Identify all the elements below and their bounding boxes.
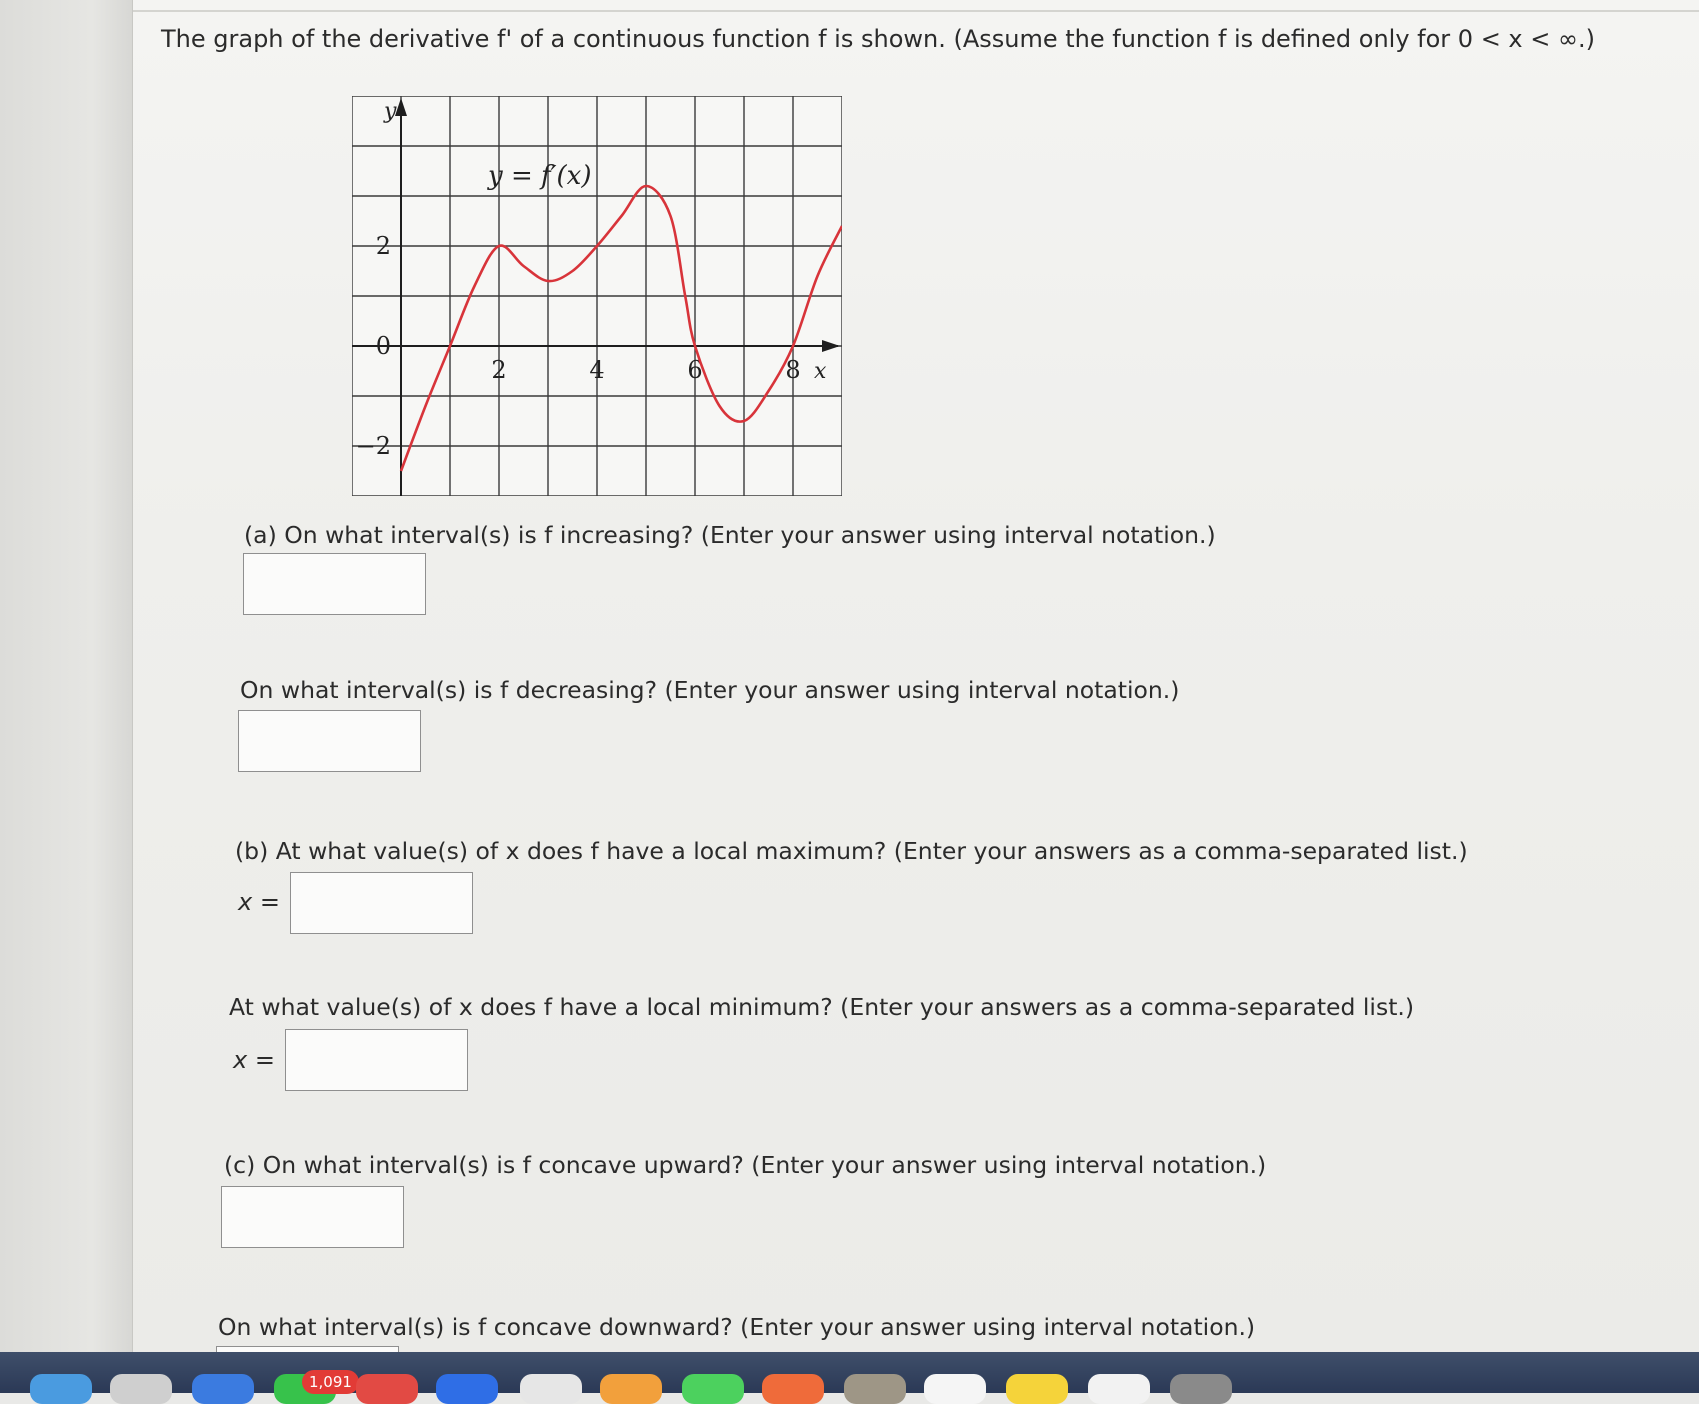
derivative-graph <box>352 96 842 496</box>
y-axis-label: y <box>384 99 397 124</box>
question-c-concave-down: On what interval(s) is f concave downward? (Enter your answer using interval notation.) <box>218 1313 1256 1341</box>
photos-icon[interactable] <box>600 1374 662 1404</box>
calendar-icon[interactable] <box>762 1374 824 1404</box>
question-b-local-max: (b) At what value(s) of x does f have a local maximum? (Enter your answers as a comma-separated list.) <box>235 837 1468 865</box>
top-divider <box>133 10 1699 12</box>
y-tick-label: −2 <box>355 432 391 460</box>
graph-svg <box>352 96 842 496</box>
answer-input-decreasing[interactable] <box>238 710 421 772</box>
facetime-icon[interactable] <box>682 1374 744 1404</box>
answer-input-concave-up[interactable] <box>221 1186 404 1248</box>
x-tick-label: 8 <box>785 356 801 384</box>
notes-icon[interactable] <box>924 1374 986 1404</box>
x-equals-label-min: x = <box>233 1046 275 1074</box>
problem-statement: The graph of the derivative f' of a continuous function f is shown. (Assume the function f is defined only for 0 < x < ∞.) <box>161 25 1595 53</box>
x-tick-label: 4 <box>589 356 605 384</box>
app-icon-red[interactable] <box>356 1374 418 1404</box>
app-icon-gray[interactable] <box>844 1374 906 1404</box>
question-c-concave-up: (c) On what interval(s) is f concave upward? (Enter your answer using interval notation.) <box>224 1151 1267 1179</box>
y-tick-label: 0 <box>375 332 391 360</box>
notification-badge: 1,091 <box>302 1370 359 1394</box>
settings-icon[interactable] <box>1170 1374 1232 1404</box>
answer-input-local-max[interactable] <box>290 872 473 934</box>
stickies-icon[interactable] <box>1006 1374 1068 1404</box>
answer-input-increasing[interactable] <box>243 553 426 615</box>
maps-icon[interactable] <box>520 1374 582 1404</box>
question-a-increasing: (a) On what interval(s) is f increasing? (Enter your answer using interval notation.) <box>244 521 1216 549</box>
question-a-decreasing: On what interval(s) is f decreasing? (Enter your answer using interval notation.) <box>240 676 1180 704</box>
x-tick-label: 6 <box>687 356 703 384</box>
safari-icon[interactable] <box>192 1374 254 1404</box>
launchpad-icon[interactable] <box>110 1374 172 1404</box>
app-icon-blue[interactable] <box>436 1374 498 1404</box>
y-tick-label: 2 <box>375 232 391 260</box>
left-margin <box>0 0 133 1352</box>
answer-input-local-min[interactable] <box>285 1029 468 1091</box>
x-axis-label: x <box>814 359 827 384</box>
x-tick-label: 2 <box>491 356 507 384</box>
curve-label: y = f′(x) <box>488 161 592 191</box>
reminders-icon[interactable] <box>1088 1374 1150 1404</box>
question-b-local-min: At what value(s) of x does f have a local minimum? (Enter your answers as a comma-separated list.) <box>229 993 1415 1021</box>
x-equals-label-max: x = <box>238 888 280 916</box>
finder-icon[interactable] <box>30 1374 92 1404</box>
